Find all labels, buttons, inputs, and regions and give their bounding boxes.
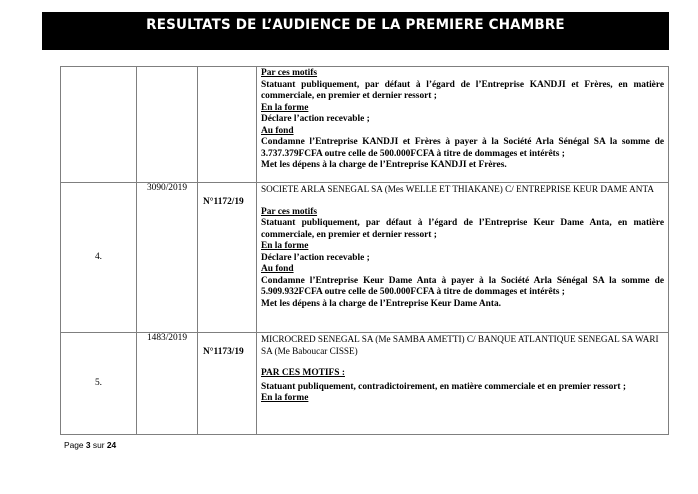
page-prefix: Page	[64, 440, 84, 450]
forme-label: En la forme	[261, 393, 309, 403]
parties-text: MICROCRED SENEGAL SA (Me SAMBA AMETTI) C/ BANQUE ATLANTIQUE SENEGAL SA WARI SA (Me Baboucar CISSE)	[261, 334, 659, 356]
row-number	[61, 67, 137, 183]
case-number: 3090/2019	[137, 183, 198, 333]
condamne-text: Condamne l’Entreprise Keur Dame Anta à payer à la Société Arla Sénégal SA la somme de 5.909.932FCFA outre celle de 500.000FCFA à titre de dommages et intérêts ;	[261, 275, 664, 297]
row-number: 5.	[61, 333, 137, 435]
fond-label: Au fond	[261, 264, 294, 274]
motifs-label: Par ces motifs	[261, 68, 318, 78]
decision-text	[257, 67, 669, 183]
decision-text	[257, 183, 669, 333]
table-row	[61, 333, 669, 435]
parties-text: SOCIETE ARLA SENEGAL SA (Mes WELLE ET THIAKANE) C/ ENTREPRISE KEUR DAME ANTA	[261, 184, 654, 194]
forme-label: En la forme	[261, 102, 309, 113]
decision-ref: N°1173/19	[198, 333, 257, 435]
decision-ref	[198, 67, 257, 183]
motifs-label: PAR CES MOTIFS :	[261, 368, 345, 378]
statuant-text: Statuant publiquement, par défaut à l’égard de l’Entreprise Keur Dame Anta, en matière commerciale, en premier et dernier ressort ;	[261, 218, 664, 240]
page-footer	[64, 440, 116, 450]
fond-label: Au fond	[261, 125, 294, 136]
decision-text	[257, 333, 669, 435]
depens-text: Met les dépens à la charge de l’Entreprise Keur Dame Anta.	[261, 298, 501, 309]
statuant-text: Statuant publiquement, par défaut à l’égard de l’Entreprise KANDJI et Frères, en matière commerciale, en premier et dernier ressort ;	[261, 79, 664, 101]
page-total: 24	[106, 440, 117, 450]
depens-text: Met les dépens à la charge de l’Entreprise KANDJI et Frères.	[261, 160, 507, 170]
page-title: RESULTATS DE L’AUDIENCE DE LA PREMIERE CHAMBRE	[146, 17, 565, 33]
declare-text: Déclare l’action recevable ;	[261, 252, 370, 263]
page-banner	[42, 12, 669, 50]
table-row	[61, 67, 669, 183]
motifs-label: Par ces motifs	[261, 206, 318, 217]
case-number: 1483/2019	[137, 333, 198, 435]
page-number: 3	[85, 440, 91, 450]
table-row	[61, 183, 669, 333]
forme-label: En la forme	[261, 241, 309, 251]
condamne-text: Condamne l’Entreprise KANDJI et Frères à payer à la Société Arla Sénégal SA la somme de 3.737.379FCFA outre celle de 500.000FCFA à titre de dommages et intérêts ;	[261, 137, 664, 159]
declare-text: Déclare l’action recevable ;	[261, 114, 370, 124]
page-sep: sur	[92, 440, 105, 450]
results-table	[60, 66, 669, 435]
row-number: 4.	[61, 183, 137, 333]
case-number	[137, 67, 198, 183]
statuant-text: Statuant publiquement, contradictoirement, en matière commerciale et en premier ressort ;	[261, 381, 627, 392]
decision-ref: N°1172/19	[198, 183, 257, 333]
